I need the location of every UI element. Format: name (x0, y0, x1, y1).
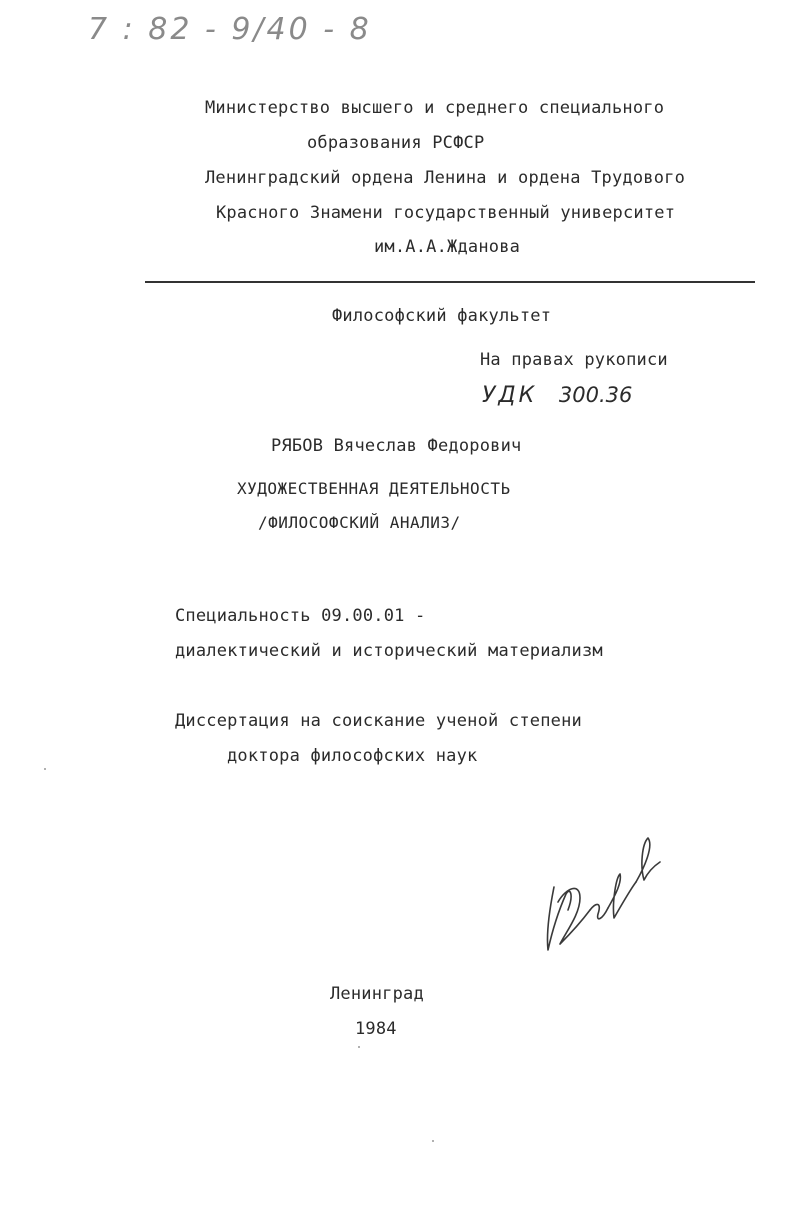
paper-speck (432, 1140, 434, 1142)
dissertation-title: ХУДОЖЕСТВЕННАЯ ДЕЯТЕЛЬНОСТЬ (237, 479, 511, 498)
signature-stroke-4 (608, 874, 636, 918)
paper-speck (358, 1046, 360, 1048)
author-signature (536, 832, 666, 957)
author-name: РЯБОВ Вячеслав Федорович (271, 436, 522, 456)
university-line-3: им.А.А.Жданова (374, 237, 521, 257)
ministry-line-2: образования РСФСР (307, 133, 485, 153)
signature-stroke-2 (558, 888, 590, 944)
ministry-line-1: Министерство высшего и среднего специального (205, 98, 665, 118)
archive-mark: 7 : 82 - 9/40 - 8 (88, 12, 372, 47)
degree-line-1: Диссертация на соискание ученой степени (175, 711, 582, 731)
udk-number: 300.36 (558, 383, 633, 407)
university-line-1: Ленинградский ордена Ленина и ордена Трудового (205, 168, 686, 188)
signature-stroke-1 (547, 887, 571, 950)
header-divider (145, 281, 755, 283)
udk (482, 383, 632, 408)
paper-speck (44, 768, 46, 770)
university-line-2: Красного Знамени государственный университет (216, 203, 676, 223)
year: 1984 (355, 1019, 397, 1039)
manuscript-rights: На правах рукописи (480, 350, 668, 370)
dissertation-subtitle: /ФИЛОСОФСКИЙ АНАЛИЗ/ (258, 513, 461, 532)
faculty: Философский факультет (332, 306, 552, 326)
specialty-code: Специальность 09.00.01 - (175, 606, 426, 626)
city: Ленинград (330, 984, 424, 1004)
specialty-name: диалектический и исторический материализм (175, 641, 603, 661)
signature-stroke-5 (636, 838, 660, 882)
udk-label: УДК (482, 383, 538, 408)
signature-stroke-3 (590, 904, 608, 918)
degree-line-2: доктора философских наук (227, 746, 478, 766)
